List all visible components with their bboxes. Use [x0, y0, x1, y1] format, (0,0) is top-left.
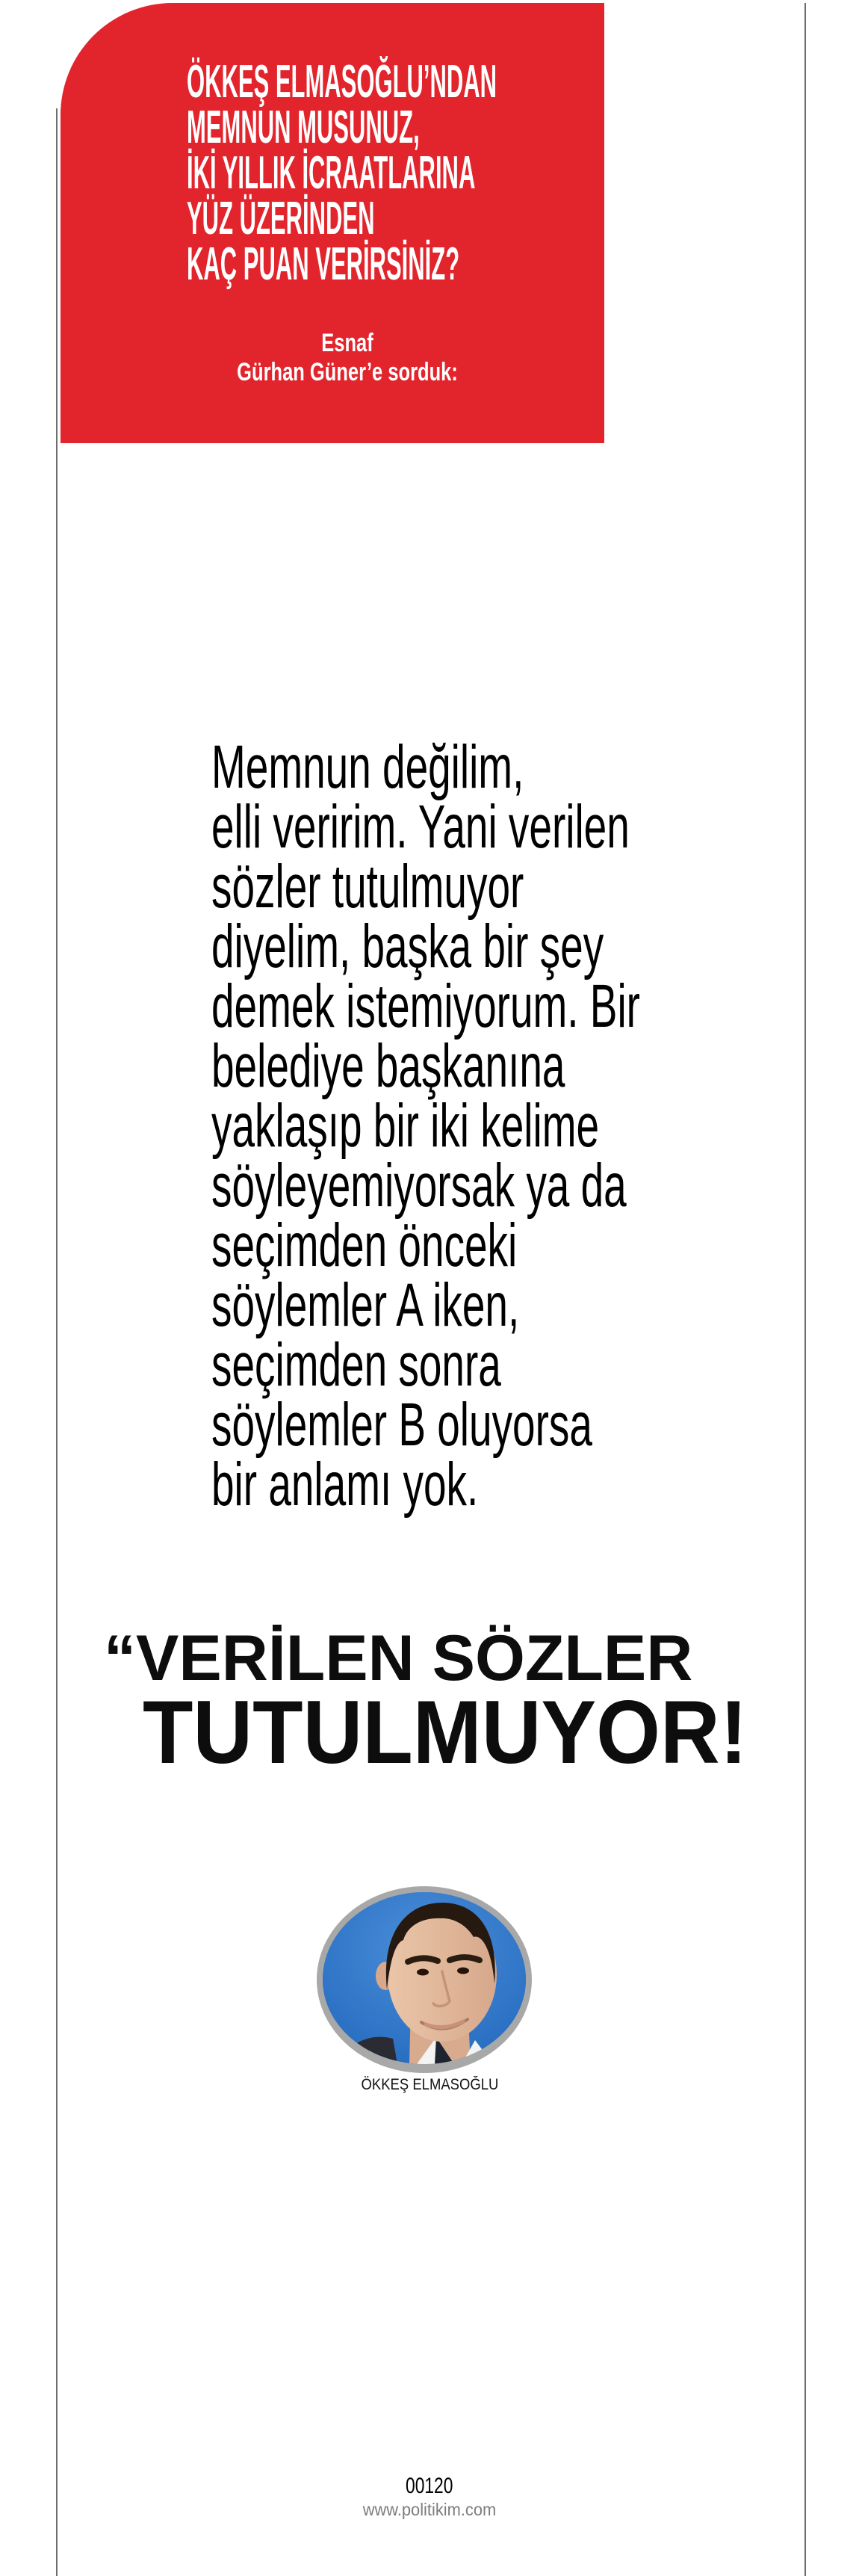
kicker-line-asked: Gürhan Güner’e sorduk:: [237, 358, 458, 386]
question-heading-line: KAÇ PUAN VERİRSİNİZ?: [187, 238, 460, 290]
suit-right-shoulder: [491, 2042, 518, 2064]
man-portrait-illustration: [323, 1892, 526, 2064]
quote-line: elli veririm. Yani verilen: [211, 793, 630, 861]
quote-body: [211, 733, 640, 1519]
quote-line: Memnun değilim,: [211, 733, 524, 801]
portrait-caption-row: [0, 2076, 859, 2094]
headline-line1: “VERİLEN SÖZLER: [104, 1622, 693, 1694]
footer-code-row: [0, 2474, 859, 2498]
question-heading-line: İKİ YILLIK İCRAATLARINA: [187, 147, 476, 199]
portrait-photo: [317, 1886, 532, 2073]
left-eye: [417, 1969, 429, 1976]
quote-line: belediye başkanına: [211, 1032, 565, 1100]
portrait-caption: ÖKKEŞ ELMASOĞLU: [361, 2076, 498, 2093]
footer-website: www.politikim.com: [362, 2500, 497, 2519]
question-heading: [187, 56, 497, 290]
kicker-line-esnaf: Esnaf: [321, 329, 373, 357]
question-heading-line: MEMNUN MUSUNUZ,: [187, 102, 420, 153]
left-column-rule: [56, 108, 58, 2576]
quote-line: seçimden önceki: [211, 1211, 518, 1279]
question-heading-line: ÖKKEŞ ELMASOĞLU’NDAN: [187, 56, 497, 108]
quote-line: söylemler A iken,: [211, 1271, 520, 1339]
right-eye: [457, 1968, 469, 1974]
quote-line: demek istemiyorum. Bir: [211, 972, 640, 1040]
suit-left-shoulder: [335, 2037, 397, 2064]
question-box: [61, 3, 604, 443]
quote-line: seçimden sonra: [211, 1331, 501, 1399]
right-eyebrow: [450, 1957, 480, 1960]
footer-website-row: [0, 2500, 859, 2519]
headline-line2: TUTULMUYOR!: [143, 1682, 748, 1782]
question-kicker: [227, 329, 468, 387]
footer-code: 00120: [406, 2474, 453, 2498]
right-column-rule: [804, 3, 806, 2576]
quote-line: yaklaşıp bir iki kelime: [211, 1092, 600, 1160]
quote-line: sözler tutulmuyor: [211, 853, 524, 921]
quote-line: bir anlamı yok.: [211, 1451, 479, 1519]
quote-line: söylemler B oluyorsa: [211, 1391, 592, 1459]
quote-line: söyleyemiyorsak ya da: [211, 1152, 627, 1220]
quote-line: diyelim, başka bir şey: [211, 912, 604, 980]
question-heading-line: YÜZ ÜZERİNDEN: [187, 193, 375, 244]
